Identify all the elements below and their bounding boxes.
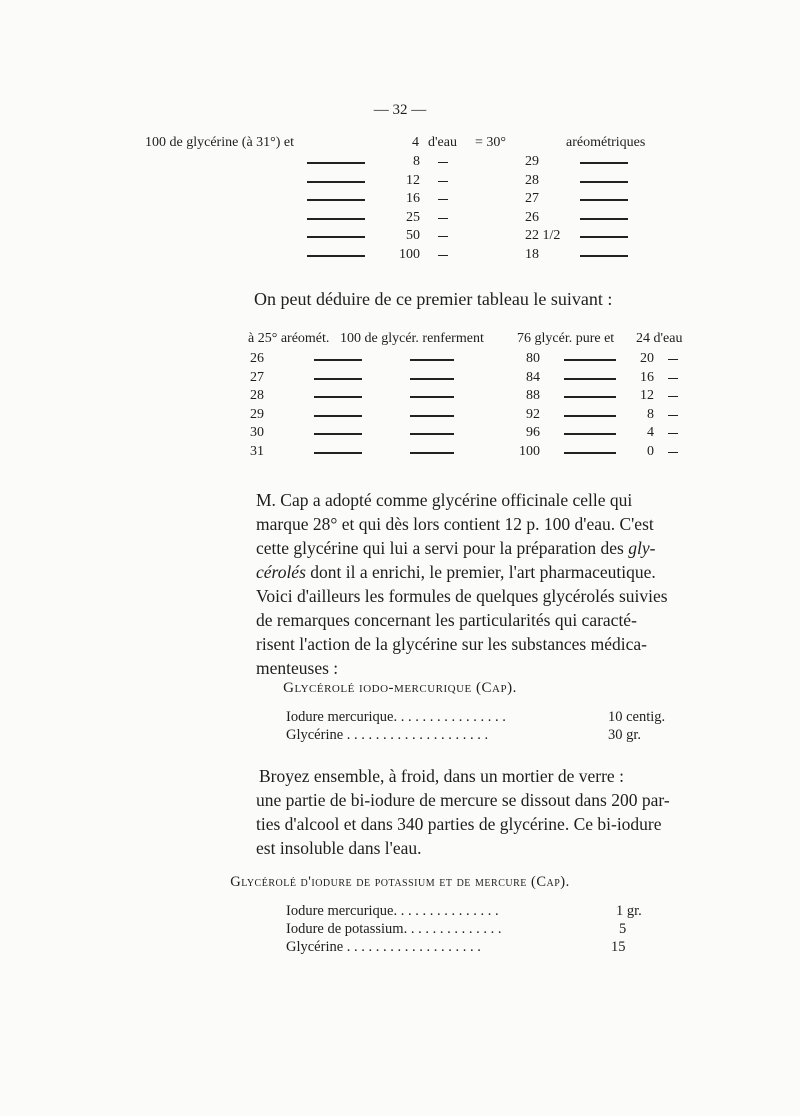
table2-header-col4: 24 d'eau bbox=[636, 331, 683, 346]
table2-degree: 30 bbox=[250, 425, 264, 440]
recipe2-item-name: Iodure de potassium. . . . . . . . . . . . . . bbox=[286, 921, 502, 937]
table2-degree: 28 bbox=[250, 388, 264, 403]
table2-header bbox=[0, 330, 800, 348]
table1-row bbox=[0, 246, 800, 264]
table2-water: 4 bbox=[647, 425, 654, 440]
table1-water: 16 bbox=[406, 191, 420, 206]
recipe2-item bbox=[286, 920, 676, 938]
p1-line-2: marque 28° et qui dès lors contient 12 p. 100 d'eau. C'est bbox=[256, 514, 654, 534]
p1-line-8: menteuses : bbox=[256, 658, 339, 678]
page-number: — 32 — bbox=[373, 102, 427, 118]
table1-degree: 26 bbox=[525, 209, 539, 225]
table2-degree: 26 bbox=[250, 351, 264, 366]
table2-row bbox=[0, 424, 800, 442]
table1-header-col4: = 30° bbox=[475, 135, 506, 150]
table1-water: 8 bbox=[413, 154, 420, 169]
p2-line-3: ties d'alcool et dans 340 parties de glycérine. Ce bi-iodure bbox=[256, 814, 662, 834]
recipe1-item-name: Iodure mercurique. . . . . . . . . . . . . . . . bbox=[286, 709, 506, 725]
table1-water: 100 bbox=[399, 246, 420, 262]
table1-water: 12 bbox=[406, 172, 420, 188]
table2-water: 12 bbox=[640, 388, 654, 403]
ditto-dash bbox=[438, 199, 448, 200]
table2-header-col2: 100 de glycér. renferment bbox=[340, 331, 484, 346]
table1-header-col2: 4 bbox=[412, 135, 419, 150]
ditto-rule bbox=[580, 199, 628, 201]
paragraph-broyez bbox=[256, 764, 670, 860]
ditto-dash bbox=[438, 162, 448, 163]
recipe1-list bbox=[286, 708, 676, 744]
table2-water: 16 bbox=[640, 369, 654, 385]
table2-degree: 27 bbox=[250, 369, 264, 385]
recipe1-item bbox=[286, 726, 676, 744]
table1-degree: 28 bbox=[525, 172, 539, 188]
paragraph-glycerolés bbox=[256, 488, 668, 680]
table1-degree: 29 bbox=[525, 154, 539, 169]
ditto-dash bbox=[438, 218, 448, 219]
ditto-dash bbox=[668, 359, 678, 360]
recipe2-item-name: Iodure mercurique. . . . . . . . . . . . . . . bbox=[286, 903, 499, 919]
table1-water: 50 bbox=[406, 228, 420, 243]
table2-row bbox=[0, 350, 800, 368]
table1-degree: 27 bbox=[525, 191, 539, 206]
table2-row bbox=[0, 369, 800, 387]
table2-pure: 92 bbox=[526, 406, 540, 422]
p2-line-1: Broyez ensemble, à froid, dans un mortier de verre : bbox=[259, 766, 624, 786]
table1-degree: 18 bbox=[525, 246, 539, 262]
recipe1-item-qty: 10 centig. bbox=[608, 709, 666, 725]
ditto-rule bbox=[410, 452, 454, 454]
table1-header-col1: 100 de glycérine (à 31°) et bbox=[145, 135, 295, 150]
p1-line-3b: gly- bbox=[628, 538, 656, 558]
table2-pure: 100 bbox=[519, 443, 540, 459]
ditto-rule bbox=[307, 162, 365, 164]
recipe1-item-qty: 30 gr. bbox=[608, 727, 642, 743]
ditto-rule bbox=[314, 378, 362, 380]
p1-line-7: risent l'action de la glycérine sur les substances médica- bbox=[256, 634, 647, 654]
p1-line-4b: dont il a enrichi, le premier, l'art pharmaceutique. bbox=[305, 562, 656, 582]
ditto-rule bbox=[564, 359, 616, 361]
table1-row bbox=[0, 190, 800, 208]
ditto-rule bbox=[564, 378, 616, 380]
table2-row bbox=[0, 443, 800, 461]
ditto-rule bbox=[314, 433, 362, 435]
ditto-rule bbox=[410, 433, 454, 435]
table2-degree: 29 bbox=[250, 406, 264, 422]
p2-line-2: une partie de bi-iodure de mercure se dissout dans 200 par- bbox=[256, 790, 670, 810]
recipe2-title: Glycérolé d'iodure de potassium et de mercure (Cap). bbox=[230, 874, 570, 890]
table2-pure: 84 bbox=[526, 369, 540, 385]
table1-row bbox=[0, 153, 800, 171]
p1-line-4 bbox=[256, 560, 668, 584]
ditto-dash bbox=[668, 396, 678, 397]
p1-line-5: Voici d'ailleurs les formules de quelques glycérolés suivies bbox=[256, 586, 668, 606]
ditto-rule bbox=[564, 452, 616, 454]
ditto-rule bbox=[410, 415, 454, 417]
ditto-rule bbox=[580, 218, 628, 220]
table2-degree: 31 bbox=[250, 443, 264, 459]
recipe1-item bbox=[286, 708, 676, 726]
ditto-rule bbox=[314, 415, 362, 417]
ditto-rule bbox=[580, 162, 628, 164]
ditto-rule bbox=[307, 218, 365, 220]
table1-row bbox=[0, 209, 800, 227]
ditto-dash bbox=[438, 181, 448, 182]
ditto-rule bbox=[307, 255, 365, 257]
table2-row bbox=[0, 387, 800, 405]
p1-line-1: M. Cap a adopté comme glycérine officinale celle qui bbox=[256, 490, 633, 510]
ditto-rule bbox=[564, 396, 616, 398]
table1-header-col5: aréométriques bbox=[566, 135, 646, 150]
table1-header bbox=[0, 134, 800, 152]
ditto-rule bbox=[580, 255, 628, 257]
ditto-dash bbox=[438, 255, 448, 256]
ditto-rule bbox=[314, 452, 362, 454]
ditto-rule bbox=[307, 199, 365, 201]
table2-water: 20 bbox=[640, 351, 654, 366]
table2-pure: 80 bbox=[526, 351, 540, 366]
recipe2-item-qty: 1 gr. bbox=[616, 903, 642, 919]
recipe2-item-name: Glycérine . . . . . . . . . . . . . . . . . . . bbox=[286, 939, 481, 955]
ditto-dash bbox=[668, 452, 678, 453]
p1-line-4a: cérolés bbox=[256, 562, 306, 582]
recipe1-title: Glycérolé iodo-mercurique (Cap). bbox=[283, 680, 517, 696]
table1-row bbox=[0, 227, 800, 245]
table2-pure: 88 bbox=[526, 388, 540, 403]
p2-line-4: est insoluble dans l'eau. bbox=[256, 838, 422, 858]
ditto-rule bbox=[307, 181, 365, 183]
table2-water: 0 bbox=[647, 443, 654, 459]
ditto-dash bbox=[668, 415, 678, 416]
table1-degree: 22 1/2 bbox=[525, 228, 561, 243]
ditto-rule bbox=[580, 181, 628, 183]
ditto-rule bbox=[564, 415, 616, 417]
recipe2-item bbox=[286, 938, 676, 956]
recipe2-list bbox=[286, 902, 676, 956]
ditto-rule bbox=[410, 359, 454, 361]
ditto-rule bbox=[410, 378, 454, 380]
ditto-rule bbox=[314, 359, 362, 361]
table2-water: 8 bbox=[647, 406, 654, 422]
recipe2-item bbox=[286, 902, 676, 920]
recipe1-item-name: Glycérine . . . . . . . . . . . . . . . . . . . . bbox=[286, 727, 489, 743]
ditto-dash bbox=[668, 378, 678, 379]
table2-row bbox=[0, 406, 800, 424]
table1-water: 25 bbox=[406, 209, 420, 225]
ditto-rule bbox=[580, 236, 628, 238]
ditto-rule bbox=[564, 433, 616, 435]
ditto-dash bbox=[668, 433, 678, 434]
p1-line-6: de remarques concernant les particularités qui caracté- bbox=[256, 610, 637, 630]
ditto-rule bbox=[307, 236, 365, 238]
ditto-rule bbox=[314, 396, 362, 398]
table1-row bbox=[0, 172, 800, 190]
table2-header-col1: à 25° aréomét. bbox=[248, 331, 330, 346]
intro-line: On peut déduire de ce premier tableau le suivant : bbox=[254, 289, 613, 309]
p1-line-3 bbox=[256, 536, 668, 560]
recipe2-item-qty: 15 bbox=[611, 939, 626, 955]
p1-line-3a: cette glycérine qui lui a servi pour la préparation des bbox=[256, 538, 629, 558]
table2-pure: 96 bbox=[526, 425, 540, 440]
table1-header-col3: d'eau bbox=[428, 135, 457, 150]
table2-header-col3: 76 glycér. pure et bbox=[517, 331, 615, 346]
ditto-rule bbox=[410, 396, 454, 398]
recipe2-item-qty: 5 bbox=[619, 921, 627, 937]
ditto-dash bbox=[438, 236, 448, 237]
